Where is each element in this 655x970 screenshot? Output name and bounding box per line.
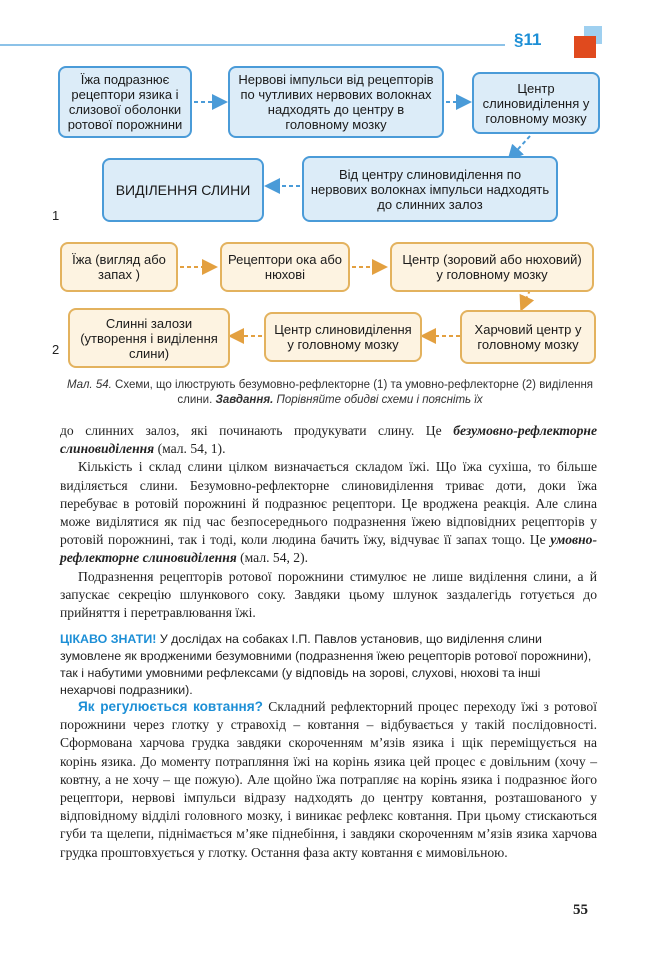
diagram1-box-impulses-to-glands: Від центру слиновиділення по нервових волокнах імпульси надходять до слинних залоз	[302, 156, 558, 222]
question-heading: Як регулюється ковтання?	[78, 699, 263, 714]
section-number: §11	[514, 30, 542, 49]
paragraph-3: Подразнення рецепторів ротової порожнини стимулює не лише виділення слини, а й запускає секрецію шлункового соку. Завдяки цьому шлунок заздалегідь готується до прийняття і перетравлювання їжі.	[60, 568, 597, 621]
diagram2-box-salivary-glands: Слинні залози (утворення і виділення слини)	[68, 308, 230, 368]
diagram2-box-food-sight-smell: Їжа (вигляд або запах )	[60, 242, 178, 292]
paragraph-1: до слинних залоз, які починають продукувати слину. Це безумовно-рефлекторне слиновиділення (мал. 54, 1).	[60, 423, 597, 457]
paragraph-2: Кількість і склад слини цілком визначається складом їжі. Що їжа сухіша, то більше виділяється слини. Безумовно-рефлекторне слиновиділення триває доти, доки їжа перебуває в ротовій порожнині й подразнює рецептори. Це вроджена реакція. Але слина може виділятися як під час безпосереднього подразнення їжею відповідних рецепторів у ротовій порожнині, так і тоді, коли людина бачить їжу, відчуває її запах тощо. Це умовно-рефлекторне слиновиділення (мал. 54, 2).	[60, 459, 597, 566]
diagram2-box-food-center: Харчовий центр у головному мозку	[460, 310, 596, 364]
caption-task: Порівняйте обидві схеми і поясніть їх	[276, 394, 483, 406]
fact-text: У дослідах на собаках І.П. Павлов установив, що виділення слини зумовлене як вродженими безумовними (подразнення їжею рецепторів ротової порожнини), так і набутими умовними рефлексами (у відповідь на зорові, слухові, нюхові та інші нехарчові подразники).	[60, 632, 592, 697]
diagram2-box-salivation-center: Центр слиновиділення у головному мозку	[264, 312, 422, 362]
body-text-block1	[60, 422, 597, 622]
caption-label: Мал. 54.	[66, 379, 112, 391]
diagram1-box-saliva-secretion: ВИДІЛЕННЯ СЛИНИ	[102, 158, 264, 222]
caption-text: Схеми, що ілюструють безумовно-рефлекторне (1) та умовно-рефлекторне (2) виділення слини.	[115, 379, 594, 406]
body-text-block2	[60, 698, 597, 862]
diagram2-box-eye-smell-receptors: Рецептори ока або нюхові	[220, 242, 350, 292]
diagram1-box-salivation-center: Центр слиновиділення у головному мозку	[472, 72, 600, 134]
diagram1-box-nerve-impulses: Нервові імпульси від рецепторів по чутливих нервових волокнах надходять до центру в головному мозку	[228, 66, 444, 138]
figure-caption	[60, 378, 600, 408]
interesting-fact-box	[60, 631, 597, 699]
diagram1-box-food-irritates: Їжа подразнює рецептори язика і слизової оболонки ротової порожнини	[58, 66, 192, 138]
paragraph-4: Як регулюється ковтання? Складний рефлекторний процес переходу їжі з ротової порожнини через глотку у стравохід – ковтання – відбувається у такій послідовності. Сформована харчова грудка завдяки скороченням м’язів язика і щік переміщується на корінь язика. До моменту потрапляння їжі на корінь язика цей процес є довільним (хочу – ковтну, а не хочу – ще пожую). Але щойно їжа потрапляє на корінь язика і подразнює його рецептори, нервові імпульси відразу надходять до центру ковтання, розташованого у відповідному відділі головного мозку, і виникає рефлекс ковтання. При цьому стискаються губи та щелепи, піднімається м’яке піднебіння, і завдяки скороченням м’язів язика харчова грудка проштовхується у глотку. Остання фаза акту ковтання є мимовільною.	[60, 699, 598, 860]
fact-heading: ЦІКАВО ЗНАТИ!	[60, 632, 157, 646]
diagram1-number: 1	[52, 208, 60, 223]
caption-task-label: Завдання.	[215, 394, 274, 406]
diagram2-box-visual-olfactory-center: Центр (зоровий або нюховий) у головному мозку	[390, 242, 594, 292]
diagram2-number: 2	[52, 342, 60, 357]
page-number: 55	[573, 902, 588, 918]
